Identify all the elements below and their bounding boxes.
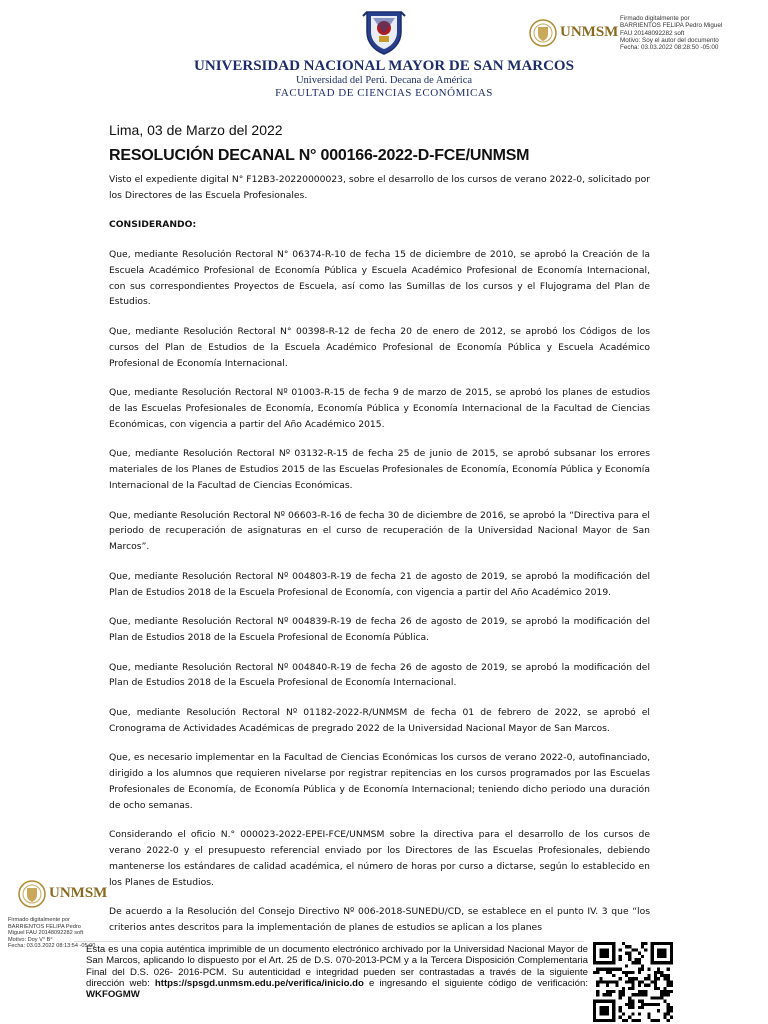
digital-signature-text (620, 15, 766, 51)
footer-text: Esta es una copia auténtica imprimible de un documento electrónico archivado por la Universidad Nacional Mayor de San Marcos, aplicando lo dispuesto por el Art. 25 de D.S. 070-2013-PCM y a la Tercera Disposición Complementaria Final del D.S. 026- 2016-PCM. Su autenticidad e integridad pueden ser contrastadas a través de la siguiente dirección web: (86, 944, 588, 989)
document-body (109, 172, 650, 936)
signature-line: Firmado digitalmente por (620, 15, 690, 22)
verification-footer (86, 944, 588, 1000)
verification-code: WKFOGMW (86, 989, 140, 1001)
signature-line: Miguel FAU 20148092282 soft (8, 930, 84, 936)
paragraph: Que, mediante Resolución Rectoral Nº 01003-R-15 de fecha 9 de marzo de 2015, se aprobó los planes de estudios de las Escuelas Profesionales de Economía, Economía Pública y Economía Internacional de la Facultad de Ciencias Económicas, con vigencia a partir del Año Académico 2015. (109, 387, 650, 430)
verification-url[interactable]: https://spsgd.unmsm.edu.pe/verifica/inicio.do (154, 977, 364, 989)
place-date: Lima, 03 de Marzo del 2022 (109, 122, 283, 138)
university-subtitle: Universidad del Perú. Decana de América (295, 75, 473, 86)
paragraph: De acuerdo a la Resolución del Consejo Directivo Nº 006-2018-SUNEDU/CD, se establece en el punto IV. 3 que “los criterios antes descritos para la implementación de planes de estudios se aplican a los planes (109, 906, 650, 934)
unmsm-seal-icon (528, 18, 558, 48)
resolution-title: RESOLUCIÓN DECANAL N° 000166-2022-D-FCE/UNMSM (109, 147, 530, 164)
signature-line: Motivo: Soy el autor del documento (620, 36, 719, 44)
footer-divider (74, 941, 584, 942)
unmsm-seal-icon (17, 879, 47, 909)
digital-signature-stamp (17, 875, 117, 915)
paragraph: Que, mediante Resolución Rectoral Nº 004803-R-19 de fecha 21 de agosto de 2019, se aprobó la modificación del Plan de Estudios 2018 de la Escuela Profesional de Economía, con vigencia a partir del Año Académico 2019. (109, 570, 650, 598)
paragraph: Que, mediante Resolución Rectoral Nº 004840-R-19 de fecha 26 de agosto de 2019, se aprobó la modificación del Plan de Estudios 2018 de la Escuela Profesional de Economía Internacional. (109, 661, 650, 689)
footer-text-after: e ingresando el siguiente código de verificación: (363, 977, 588, 989)
paragraph: Que, mediante Resolución Rectoral N° 06374-R-10 de fecha 15 de diciembre de 2010, se aprobó la Creación de la Escuela Académico Profesional de Economía Pública y Escuela Académico Profesional de Economía Internacional, con sus correspondientes Proyectos de Escuela, así como las Sumillas de los cursos y el Flujograma del Plan de Estudios. (109, 248, 650, 308)
paragraph: Que, es necesario implementar en la Facultad de Ciencias Económicas los cursos de verano 2022-0, autofinanciado, dirigido a los alumnos que requieren nivelarse por registrar repitencias en los cursos programados por las Escuelas Profesionales de Economía, de Economía Pública y de Economía Internacional; teniendo dicho periodo una duración de ocho semanas. (109, 752, 650, 811)
signature-line: Motivo: Doy V° B° (8, 936, 53, 943)
signature-line: Fecha: 03.03.2022 08:28:50 -05:00 (620, 44, 719, 52)
section-heading: CONSIDERANDO: (109, 219, 197, 231)
stamp-label: UNMSM (560, 24, 619, 40)
paragraph: Visto el expediente digital N° F12B3-20220000023, sobre el desarrollo de los cursos de verano 2022-0, solicitado por los Directores de las Escuela Profesionales. (109, 174, 650, 201)
qr-code-icon[interactable] (593, 942, 673, 1022)
digital-signature-stamp (528, 14, 618, 54)
paragraph: Que, mediante Resolución Rectoral Nº 01182-2022-R/UNMSM de fecha 01 de febrero de 2022, se aprobó el Cronograma de Actividades Académicas de pregrado 2022 de la Universidad Nacional Mayor de San Marcos. (109, 706, 650, 734)
signature-line: BARRIENTOS FELIPA Pedro (8, 923, 81, 930)
paragraph: Que, mediante Resolución Rectoral Nº 03132-R-15 de fecha 25 de junio de 2015, se aprobó subsanar los errores materiales de los Planes de Estudios 2015 de las Escuelas Profesionales de Economía, Economía Pública y Economía Internacional de la Facultad de Ciencias Económicas. (109, 448, 650, 491)
university-crest-icon (359, 6, 409, 56)
signature-line: Fecha: 03.03.2022 08:13:54 -05:00 (8, 943, 96, 949)
faculty-name: FACULTAD DE CIENCIAS ECONÓMICAS (275, 87, 493, 99)
signature-line: FAU 20148092282 soft (620, 29, 685, 37)
signature-line: Firmado digitalmente por (8, 917, 70, 923)
paragraph: Que, mediante Resolución Rectoral Nº 004839-R-19 de fecha 26 de agosto de 2019, se aprobó la modificación del Plan de Estudios 2018 de la Escuela Profesional de Economía Pública. (109, 616, 650, 643)
paragraph: Considerando el oficio N.° 000023-2022-EPEI-FCE/UNMSM sobre la directiva para el desarrollo de los cursos de verano 2022-0 y el presupuesto referencial enviado por los Directores de las Escuelas Profesionales, debiendo mantenerse los estándares de calidad académica, el número de horas por curso a dictarse, según lo establecido en los Planes de Estudios. (109, 829, 650, 888)
stamp-label: UNMSM (49, 885, 108, 901)
signature-line: BARRIENTOS FELIPA Pedro Miguel (620, 22, 723, 30)
university-name: UNIVERSIDAD NACIONAL MAYOR DE SAN MARCOS (194, 58, 574, 74)
paragraph: Que, mediante Resolución Rectoral N° 00398-R-12 de fecha 20 de enero de 2012, se aprobó los Códigos de los cursos del Plan de Estudios de la Escuela Académico Profesional de Economía Pública y Escuela Académico Profesional de Economía Internacional. (109, 325, 650, 369)
paragraph: Que, mediante Resolución Rectoral Nº 06603-R-16 de fecha 30 de diciembre de 2016, se aprobó la “Directiva para el periodo de recuperación de asignaturas en el curso de recuperación de la Universidad Nacional Mayor de San Marcos”. (109, 509, 650, 553)
